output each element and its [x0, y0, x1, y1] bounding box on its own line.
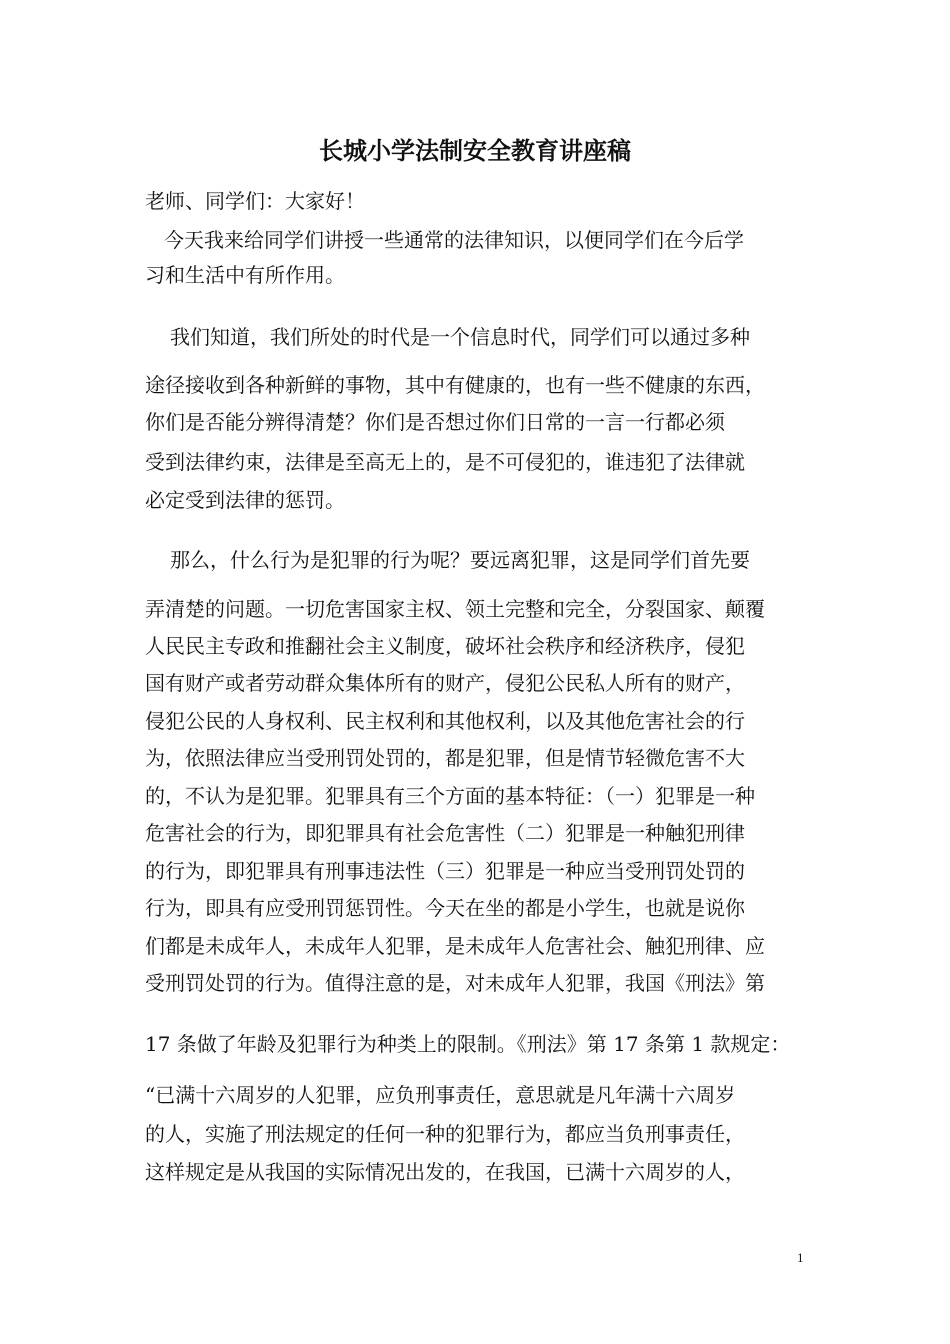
- text-line: 17 条做了年龄及犯罪行为种类上的限制。《刑法》第 17 条第 1 款规定：: [145, 1032, 791, 1056]
- text-line: 弄清楚的问题。一切危害国家主权、领土完整和完全，分裂国家、颠覆: [145, 597, 765, 621]
- text-line: 国有财产或者劳动群众集体所有的财产，侵犯公民私人所有的财产，: [145, 671, 745, 695]
- text-line: 行为，即具有应受刑罚惩罚性。今天在坐的都是小学生，也就是说你: [145, 896, 745, 920]
- text-line: 必定受到法律的惩罚。: [145, 488, 345, 512]
- text-line: 习和生活中有所作用。: [145, 263, 345, 287]
- text-line: 你们是否能分辨得清楚？你们是否想过你们日常的一言一行都必须: [145, 410, 725, 434]
- text-line: 今天我来给同学们讲授一些通常的法律知识，以便同学们在今后学: [164, 228, 744, 252]
- text-line: 危害社会的行为，即犯罪具有社会危害性（二）犯罪是一种触犯刑律: [145, 821, 745, 845]
- text-line: 侵犯公民的人身权利、民主权利和其他权利，以及其他危害社会的行: [145, 709, 745, 733]
- greeting-line: 老师、同学们：大家好！: [145, 189, 365, 213]
- text-line: 为，依照法律应当受刑罚处罚的，都是犯罪，但是情节轻微危害不大: [145, 746, 745, 770]
- text-line: 受到法律约束，法律是至高无上的，是不可侵犯的，谁违犯了法律就: [145, 450, 745, 474]
- text-line: 们都是未成年人，未成年人犯罪，是未成年人危害社会、触犯刑律、应: [145, 934, 765, 958]
- document-title: 长城小学法制安全教育讲座稿: [319, 137, 631, 165]
- text-line: “已满十六周岁的人犯罪，应负刑事责任，意思就是凡年满十六周岁: [145, 1083, 736, 1107]
- text-line: 的，不认为是犯罪。犯罪具有三个方面的基本特征：（一）犯罪是一种: [145, 784, 755, 808]
- text-line: 这样规定是从我国的实际情况出发的，在我国，已满十六周岁的人，: [145, 1160, 745, 1184]
- text-line: 的行为，即犯罪具有刑事违法性（三）犯罪是一种应当受刑罚处罚的: [145, 859, 745, 883]
- page-number: 1: [797, 1250, 804, 1265]
- text-line: 那么，什么行为是犯罪的行为呢？要远离犯罪，这是同学们首先要: [170, 548, 750, 572]
- text-line: 人民民主专政和推翻社会主义制度，破坏社会秩序和经济秩序，侵犯: [145, 634, 745, 658]
- text-line: 途径接收到各种新鲜的事物，其中有健康的，也有一些不健康的东西，: [145, 373, 765, 397]
- text-line: 我们知道，我们所处的时代是一个信息时代，同学们可以通过多种: [170, 325, 750, 349]
- text-line: 受刑罚处罚的行为。值得注意的是，对未成年人犯罪，我国《刑法》第: [145, 971, 765, 995]
- text-line: 的人，实施了刑法规定的任何一种的犯罪行为，都应当负刑事责任，: [145, 1122, 745, 1146]
